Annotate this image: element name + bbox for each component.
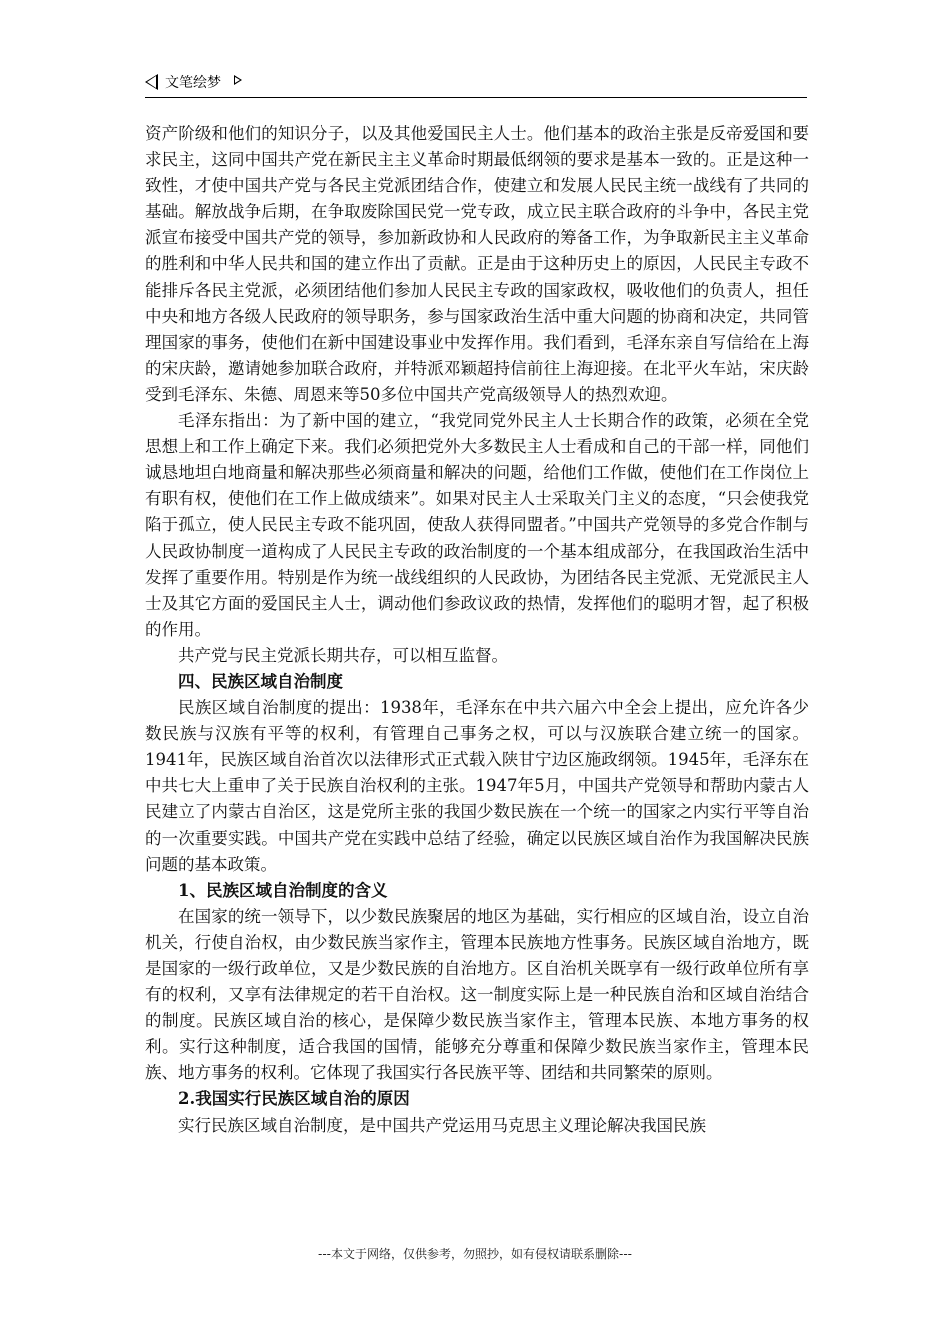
paragraph-5: 在国家的统一领导下，以少数民族聚居的地区为基础，实行相应的区域自治，设立自治机关，行使自治权，由少数民族当家作主，管理本民族地方性事务。民族区域自治地方，既是国家的一级行政单位，又是少数民族的自治地方。区自治机关既享有一级行政单位所有享有的权利，又享有法律规定的若干自治权。这一制度实际上是一种民族自治和区域自治结合的制度。民族区域自治的核心，是保障少数民族当家作主，管理本民族、本地方事务的权利。实行这种制度，适合我国的国情，能够充分尊重和保障少数民族当家作主，管理本民族、地方事务的权利。它体现了我国实行各民族平等、团结和共同繁荣的原则。 xyxy=(145,906,809,1083)
subsection-heading-2: 2.我国实行民族区域自治的原因 xyxy=(178,1089,410,1109)
page-header xyxy=(145,70,807,98)
paragraph-2: 毛泽东指出：为了新中国的建立，“我党同党外民主人士长期合作的政策，必须在全党思想上和工作上确定下来。我们必须把党外大多数民主人士看成和自己的干部一样，同他们诚恳地坦白地商量和解决那些必须商量和解决的问题，给他们工作做，使他们在工作岗位上有职有权，使他们在工作上做成绩来”。如果对民主人士采取关门主义的态度，“只会使我党陷于孤立，使人民民主专政不能巩固，使敌人获得同盟者。”中国共产党领导的多党合作制与人民政协制度一道构成了人民民主专政的政治制度的一个基本组成部分，在我国政治生活中发挥了重要作用。特别是作为统一战线组织的人民政协，为团结各民主党派、无党派民主人士及其它方面的爱国民主人士，调动他们参政议政的热情，发挥他们的聪明才智，起了积极的作用。 xyxy=(145,411,809,639)
paragraph-6: 实行民族区域自治制度，是中国共产党运用马克思主义理论解决我国民族 xyxy=(178,1115,706,1135)
paragraph-4: 民族区域自治制度的提出：1938年，毛泽东在中共六届六中全会上提出，应允许各少数民族与汉族有平等的权利，有管理自己事务之权，可以与汉族联合建立统一的国家。1941年，民族区域自治首次以法律形式正式载入陕甘宁边区施政纲领。1945年，毛泽东在中共七大上重申了关于民族自治权利的主张。1947年5月，中国共产党领导和帮助内蒙古人民建立了内蒙古自治区，这是党所主张的我国少数民族在一个统一的国家之内实行平等自治的一次重要实践。中国共产党在实践中总结了经验，确定以民族区域自治作为我国解决民族问题的基本政策。 xyxy=(145,698,809,874)
triangle-right-icon xyxy=(234,75,242,85)
section-heading-4: 四、民族区域自治制度 xyxy=(178,671,343,691)
header-title: 文笔绘梦 xyxy=(165,75,221,91)
paragraph-3: 共产党与民主党派长期共存，可以相互监督。 xyxy=(178,645,508,665)
paragraph-1: 资产阶级和他们的知识分子，以及其他爱国民主人士。他们基本的政治主张是反帝爱国和要求民主，这同中国共产党在新民主主义革命时期最低纲领的要求是基本一致的。正是这种一致性，才使中国共产党与各民主党派团结合作，使建立和发展人民民主统一战线有了共同的基础。解放战争后期，在争取废除国民党一党专政，成立民主联合政府的斗争中，各民主党派宣布接受中国共产党的领导，参加新政协和人民政府的筹备工作，为争取新民主主义革命的胜利和中华人民共和国的建立作出了贡献。正是由于这种历史上的原因，人民民主专政不能排斥各民主党派，必须团结他们参加人民民主专政的国家政权，吸收他们的负责人，担任中央和地方各级人民政府的领导职务，参与国家政治生活中重大问题的协商和决定，共同管理国家的事务，使他们在新中国建设事业中发挥作用。我们看到，毛泽东亲自写信给在上海的宋庆龄，邀请她参加联合政府，并特派邓颖超持信前往上海迎接。在北平火车站，宋庆龄受到毛泽东、朱德、周恩来等50多位中国共产党高级领导人的热烈欢迎。 xyxy=(145,124,809,404)
triangle-left-icon xyxy=(145,74,158,90)
page-footer: ---本文于网络，仅供参考，勿照抄，如有侵权请联系删除--- xyxy=(318,1247,632,1261)
subsection-heading-1: 1、民族区域自治制度的含义 xyxy=(178,880,388,900)
document-body xyxy=(145,121,809,1139)
